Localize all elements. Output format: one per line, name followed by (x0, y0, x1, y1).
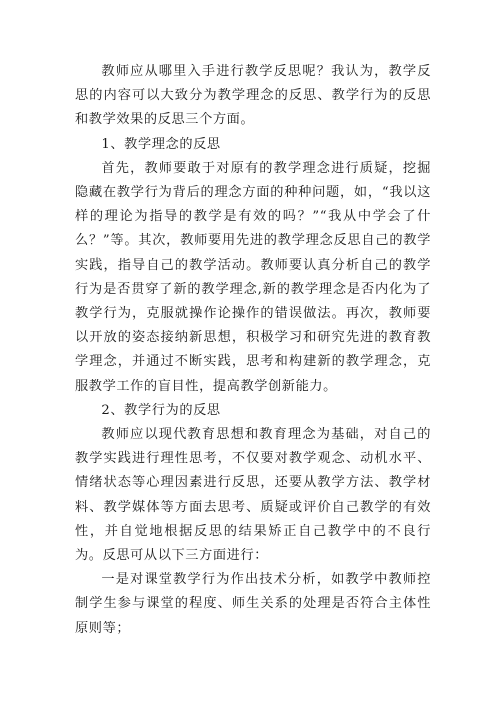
section-2-paragraph: 教师应以现代教育思想和教育理念为基础，对自己的教学实践进行理性思考，不仅要对教学观念、动机水平、情绪状态等心理因素进行反思，还要从教学方法、教学材料、教学媒体等方面去思考、质疑或评价自己教学的有效性，并自觉地根据反思的结果矫正自己教学中的不良行为。反思可从以下三方面进行： (75, 427, 431, 564)
intro-paragraph: 教师应从哪里入手进行教学反思呢？我认为，教学反思的内容可以大致分为教学理念的反思、教学行为的反思和教学效果的反思三个方面。 (75, 64, 431, 128)
section-1-heading: 1、教学理念的反思 (101, 136, 221, 152)
section-2-point-1: 一是对课堂教学行为作出技术分析，如教学中教师控制学生参与课堂的程度、师生关系的处理是否符合主体性原则等； (75, 572, 431, 636)
section-1-paragraph: 首先，教师要敢于对原有的教学理念进行质疑，挖掘隐藏在教学行为背后的理念方面的种种问题，如，“我以这样的理论为指导的教学是有效的吗？”“我从中学会了什么？”等。其次，教师要用先进的教学理念反思自己的教学实践，指导自己的教学活动。教师要认真分析自己的教学行为是否贯穿了新的教学理念,新的教学理念是否内化为了教学行为，克服就操作论操作的错误做法。再次，教师要以开放的姿态接纳新思想，积极学习和研究先进的教育教学理念，并通过不断实践，思考和构建新的教学理念，克服教学工作的盲目性，提高教学创新能力。 (75, 160, 431, 394)
section-2-heading: 2、教学行为的反思 (101, 402, 221, 418)
document-page (75, 60, 431, 641)
